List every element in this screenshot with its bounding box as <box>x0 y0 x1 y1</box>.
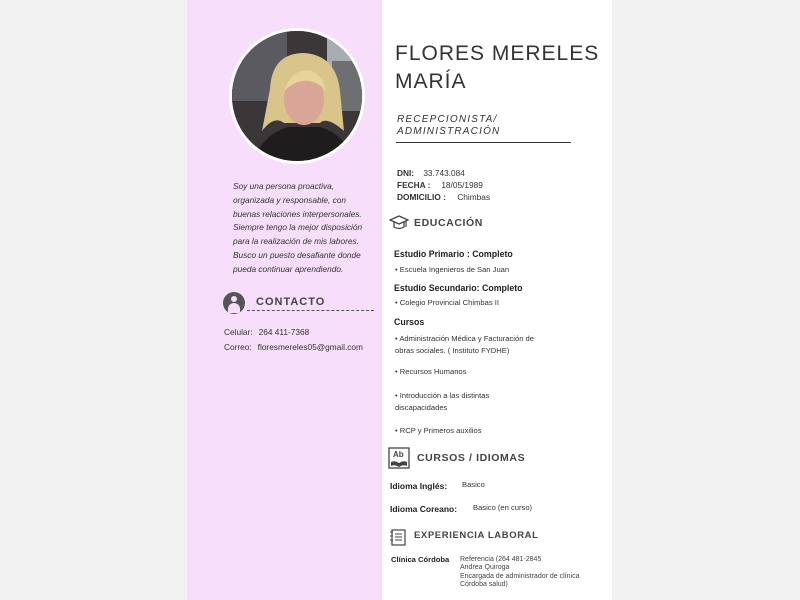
phone-value[interactable]: 264 411-7368 <box>258 327 310 337</box>
name-line-1: FLORES MERELES <box>395 42 600 65</box>
fecha-label: FECHA : <box>397 180 431 190</box>
title-divider <box>396 142 571 143</box>
person-icon <box>223 292 245 314</box>
experience-detail-line: Encargada de administrador de clínica Córdoba salud) <box>460 572 580 589</box>
primary-title: Estudio Primario : Completo <box>394 249 513 259</box>
languages-title: CURSOS / IDIOMAS <box>417 452 526 464</box>
profile-photo <box>229 28 365 164</box>
email-label: Correo: <box>224 342 252 352</box>
course-item: • Administración Médica y Facturación de obras sociales. ( Instituto FYDHE) <box>395 334 534 355</box>
full-name <box>395 40 599 96</box>
graduation-cap-icon <box>389 214 409 237</box>
experience-detail-line: Andrea Quiroga <box>460 564 510 572</box>
email-value[interactable]: floresmereles05@gmail.com <box>257 342 363 352</box>
secondary-title: Estudio Secundario: Completo <box>394 283 523 293</box>
dni-row <box>397 168 465 178</box>
course-item: • RCP y Primeros auxilios <box>395 426 482 435</box>
course-item: • Introducción a las distintas discapacidades <box>395 391 490 412</box>
fecha-row <box>397 180 483 190</box>
contact-title: CONTACTO <box>256 296 326 308</box>
english-label: Idioma Inglés: <box>390 481 448 491</box>
experience-place: Clínica Córdoba <box>391 555 450 564</box>
dni-value: 33.743.084 <box>423 168 465 178</box>
job-title <box>397 114 500 138</box>
role-line-2: ADMINISTRACIÓN <box>397 126 501 137</box>
notepad-icon <box>389 528 407 551</box>
role-line-1: RECEPCIONISTA/ <box>397 114 498 125</box>
education-title: EDUCACIÓN <box>414 217 483 229</box>
contact-divider <box>247 310 374 311</box>
dni-label: DNI: <box>397 168 415 178</box>
secondary-item: • Colegio Provincial Chimbas II <box>395 298 499 307</box>
domicilio-value: Chimbas <box>457 192 491 202</box>
experience-detail <box>460 556 600 590</box>
contact-phone-row <box>224 327 309 337</box>
korean-label: Idioma Coreano: <box>390 504 458 514</box>
about-text: Soy una persona proactiva, organizada y responsable, con buenas relaciones interpersonales. Siempre tengo la mejor disposición para la realización de mis labores. Busco un puesto desafiante donde pueda continuar aprendiendo. <box>233 181 363 274</box>
experience-detail-line: Referencia (264 481-2845 <box>460 556 542 563</box>
domicilio-label: DOMICILIO : <box>397 192 446 202</box>
primary-item: • Escuela Ingenieros de San Juan <box>395 265 510 274</box>
left-column <box>187 0 382 600</box>
language-book-icon <box>388 447 410 469</box>
fecha-value: 18/05/1989 <box>441 180 483 190</box>
korean-value: Basico (en curso) <box>473 503 533 512</box>
contact-email-row <box>224 342 363 352</box>
icon-letters: Ab <box>393 450 404 459</box>
course-item: • Recursos Humanos <box>395 367 467 376</box>
resume-sheet <box>187 0 612 600</box>
courses-title: Cursos <box>394 317 425 327</box>
phone-label: Celular: <box>224 327 253 337</box>
domicilio-row <box>397 192 490 202</box>
name-line-2: MARÍA <box>395 70 467 93</box>
english-value: Basico <box>462 480 485 489</box>
experience-title: EXPERIENCIA LABORAL <box>414 530 539 541</box>
